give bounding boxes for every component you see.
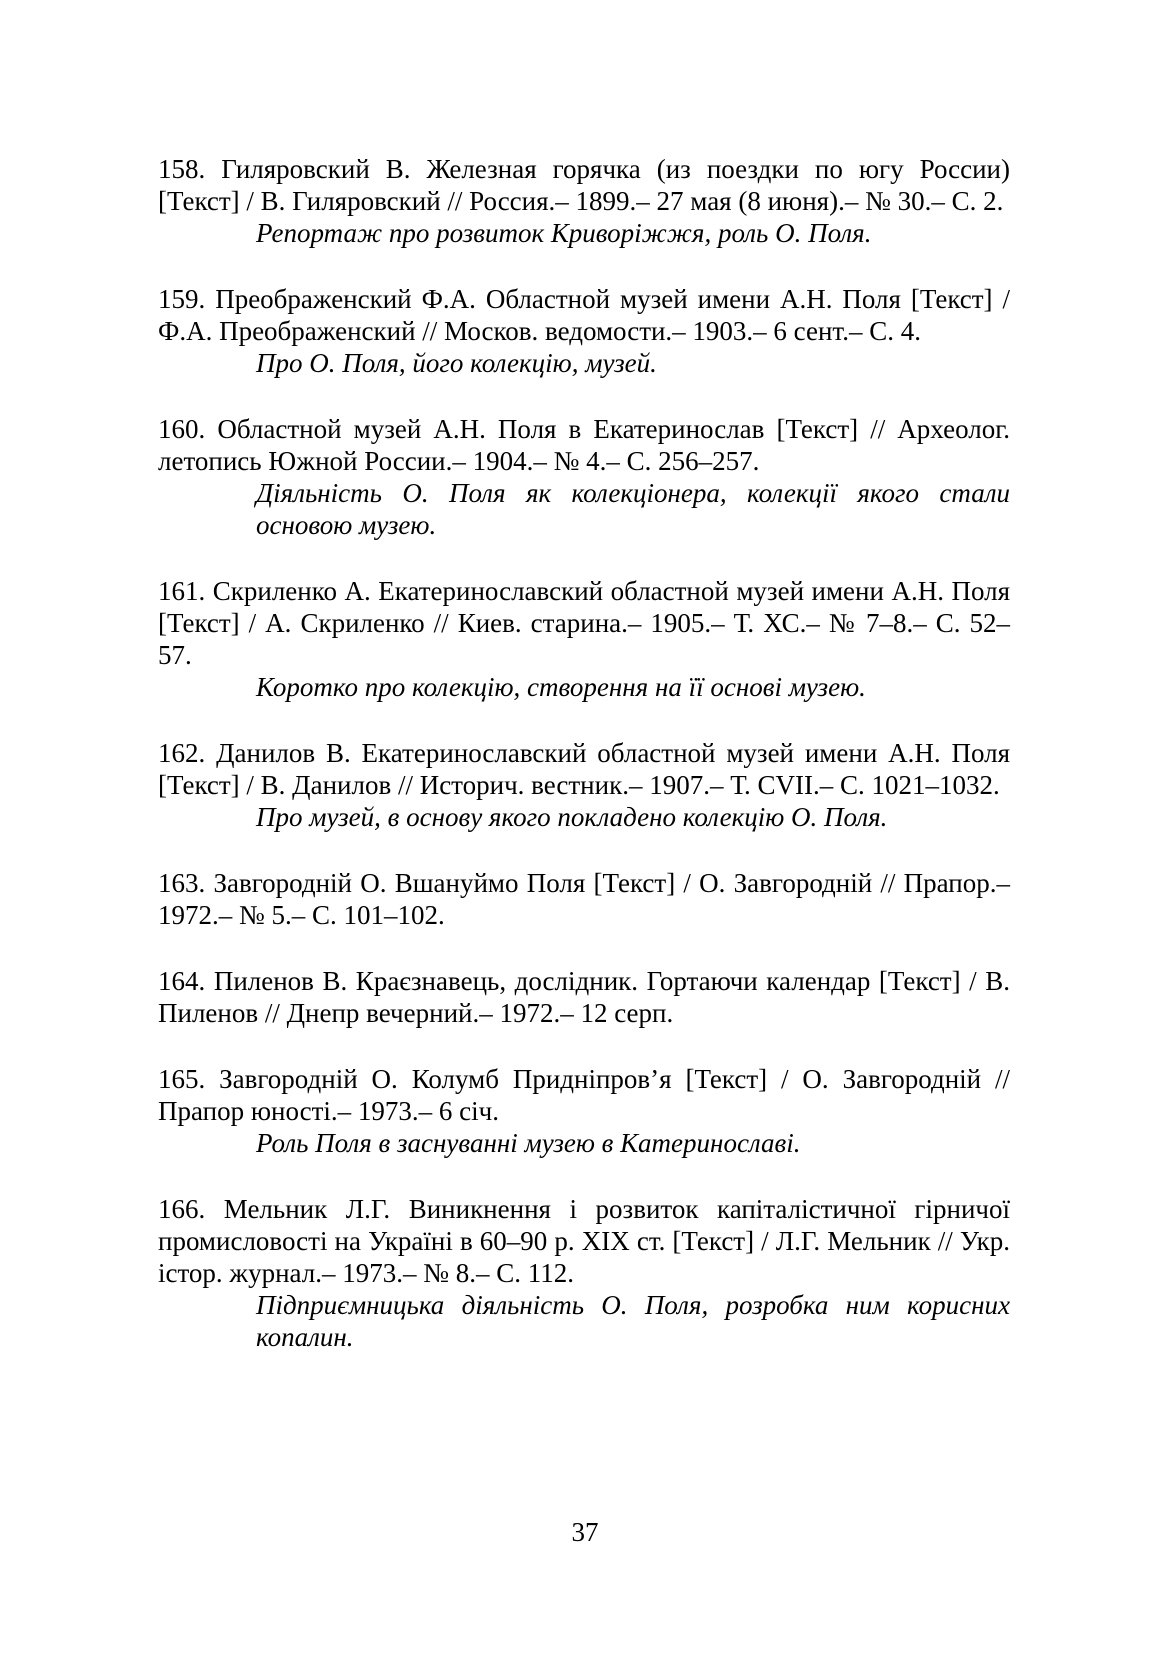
- bibliography-page: [158, 153, 1010, 1387]
- bibliography-entry-161: [158, 575, 1010, 703]
- entry-annotation: Діяльність О. Поля як колекціонера, колекції якого стали основою музею.: [256, 478, 1010, 540]
- entry-citation: 158. Гиляровский В. Железная горячка (из поездки по югу России) [Текст] / В. Гиляровский // Россия.– 1899.– 27 мая (8 июня).– № 30.– С. 2.: [158, 154, 1010, 216]
- page-number: 37: [571, 1517, 599, 1547]
- bibliography-entry-162: [158, 737, 1010, 833]
- entry-citation: 165. Завгородній О. Колумб Придніпров’я [Текст] / О. Завгородній // Прапор юності.– 1973.– 6 січ.: [158, 1064, 1010, 1126]
- entry-annotation: Про О. Поля, його колекцію, музей.: [256, 348, 657, 378]
- entry-annotation: Про музей, в основу якого покладено колекцію О. Поля.: [256, 802, 888, 832]
- bibliography-entry-160: [158, 413, 1010, 541]
- bibliography-entry-159: [158, 283, 1010, 379]
- entry-annotation: Роль Поля в заснуванні музею в Катеринославі.: [256, 1128, 801, 1158]
- entry-annotation: Коротко про колекцію, створення на її основі музею.: [256, 672, 866, 702]
- entry-citation: 163. Завгородній О. Вшануймо Поля [Текст] / О. Завгородній // Прапор.– 1972.– № 5.– С. 101–102.: [158, 868, 1010, 930]
- entry-annotation: Підприємницька діяльність О. Поля, розробка ним корисних копалин.: [256, 1290, 1010, 1352]
- entry-citation: 164. Пиленов В. Краєзнавець, дослідник. Гортаючи календар [Текст] / В. Пиленов // Днепр вечерний.– 1972.– 12 серп.: [158, 966, 1010, 1028]
- entry-citation: 166. Мельник Л.Г. Виникнення і розвиток капіталістичної гірничої промисловості на Україні в 60–90 р. XIX ст. [Текст] / Л.Г. Мельник // Укр. істор. журнал.– 1973.– № 8.– С. 112.: [158, 1194, 1010, 1288]
- bibliography-entry-164: [158, 965, 1010, 1029]
- bibliography-entry-158: [158, 153, 1010, 249]
- entry-annotation: Репортаж про розвиток Криворіжжя, роль О. Поля.: [256, 218, 872, 248]
- entry-citation: 162. Данилов В. Екатеринославский областной музей имени А.Н. Поля [Текст] / В. Данилов // Историч. вестник.– 1907.– Т. CVII.– С. 1021–1032.: [158, 738, 1010, 800]
- bibliography-entry-163: [158, 867, 1010, 931]
- entry-citation: 161. Скриленко А. Екатеринославский областной музей имени А.Н. Поля [Текст] / А. Скриленко // Киев. старина.– 1905.– Т. ХС.– № 7–8.– С. 52–57.: [158, 576, 1010, 670]
- entry-citation: 160. Областной музей А.Н. Поля в Екатеринослав [Текст] // Археолог. летопись Южной России.– 1904.– № 4.– С. 256–257.: [158, 414, 1010, 476]
- bibliography-entry-166: [158, 1193, 1010, 1353]
- entry-citation: 159. Преображенский Ф.А. Областной музей имени А.Н. Поля [Текст] / Ф.А. Преображенский // Москов. ведомости.– 1903.– 6 сент.– С. 4.: [158, 284, 1010, 346]
- bibliography-entry-165: [158, 1063, 1010, 1159]
